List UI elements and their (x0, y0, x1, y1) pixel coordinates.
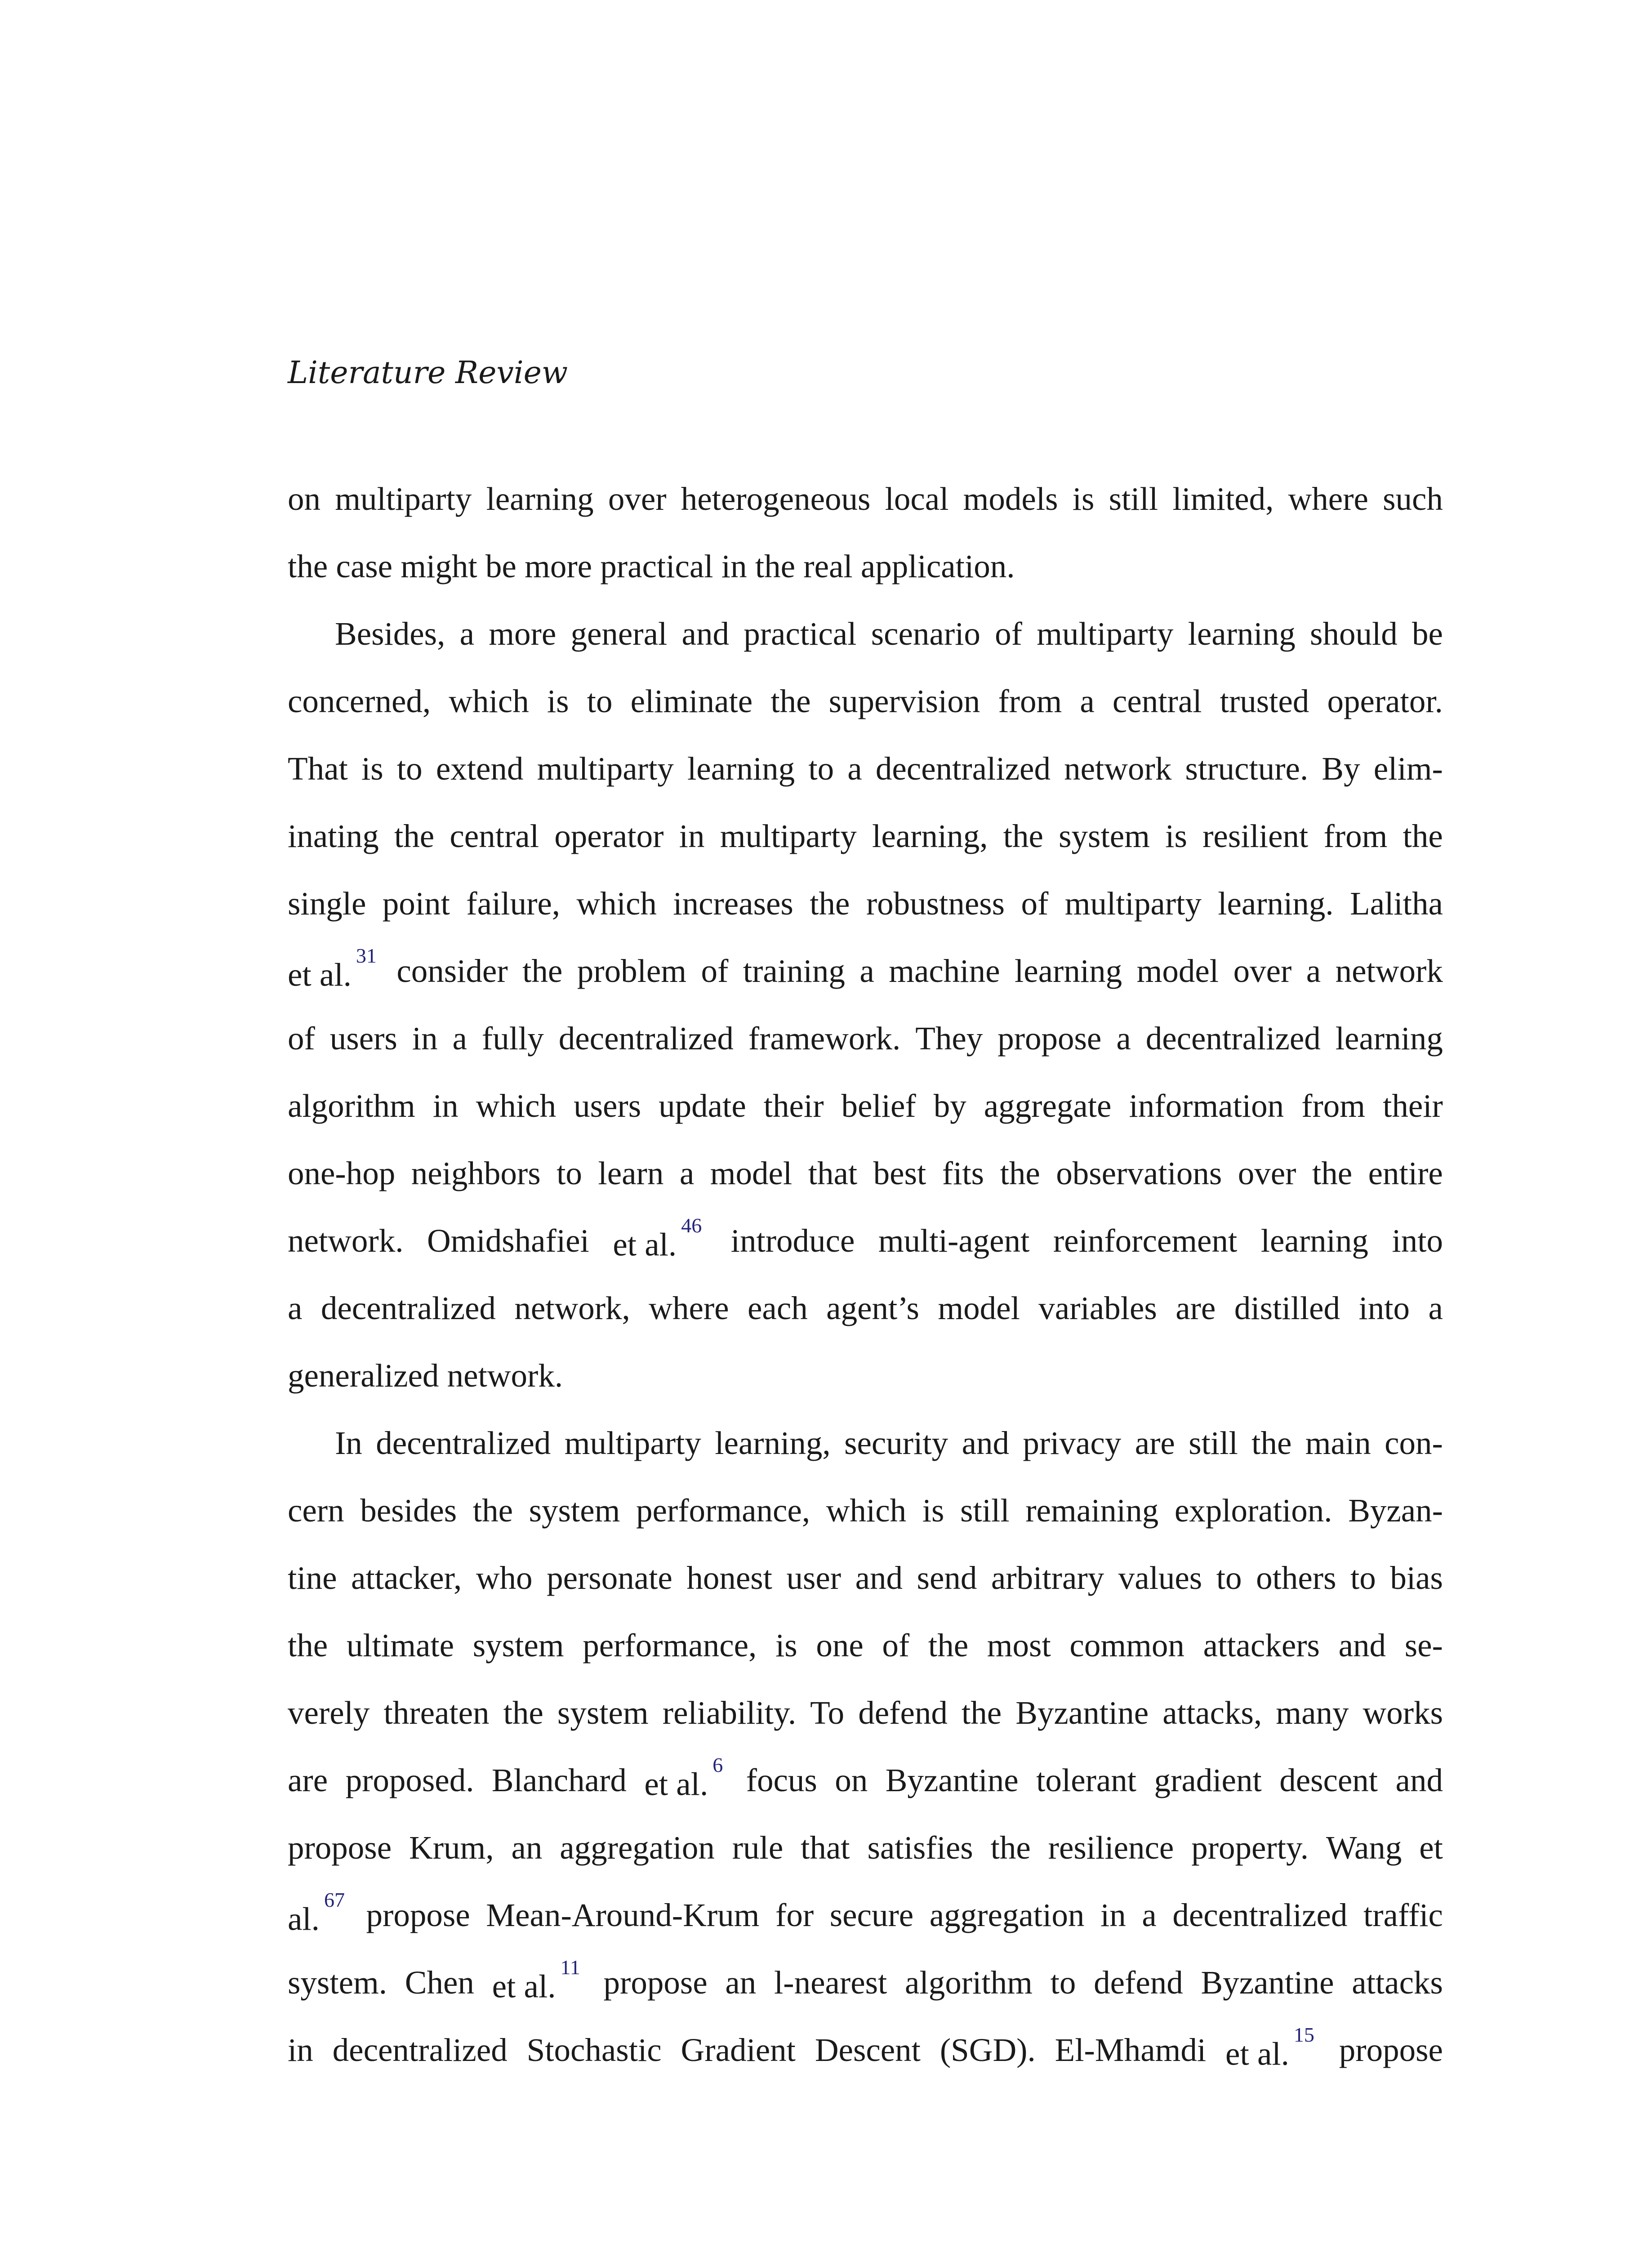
word: over (1233, 953, 1292, 989)
word: Besides, (335, 616, 445, 652)
word: privacy (1023, 1425, 1122, 1461)
word: gradient (1154, 1762, 1262, 1798)
word: system (1059, 818, 1150, 854)
word: arbitrary (991, 1560, 1104, 1596)
word: operator. (1327, 683, 1443, 719)
text-line (288, 1679, 1443, 1747)
word: a (859, 953, 874, 989)
word: decentralized (332, 2032, 508, 2068)
word: system (557, 1695, 649, 1731)
word: of (882, 1627, 910, 1664)
word: to (1216, 1560, 1242, 1596)
word: the (990, 1829, 1031, 1866)
word: a (459, 616, 474, 652)
word: failure, (466, 885, 561, 922)
word: personate (547, 1560, 672, 1596)
word: verely (288, 1695, 370, 1731)
word: fits (942, 1155, 984, 1191)
word: attacks (1352, 1964, 1443, 2001)
word: that (801, 1829, 850, 1866)
word: multiparty (1037, 616, 1174, 652)
word: cern (288, 1492, 344, 1529)
word: multiparty (720, 818, 857, 854)
word: network, (514, 1290, 630, 1326)
word: and (681, 616, 729, 652)
word: a (452, 1020, 467, 1057)
word: resilience (1048, 1829, 1174, 1866)
text-line (288, 1207, 1443, 1275)
word: from (1323, 818, 1388, 854)
word: reinforcement (1053, 1222, 1238, 1259)
word: each (748, 1290, 808, 1326)
word: propose (1339, 2032, 1443, 2068)
word: the (770, 683, 811, 719)
word: which (476, 1088, 557, 1124)
word: training (743, 953, 845, 989)
word: propose (997, 1020, 1102, 1057)
word: Descent (815, 2032, 921, 2068)
word: et al.$^{15}$ (1225, 2023, 1314, 2072)
word: concerned, (288, 683, 431, 719)
word: a (847, 750, 862, 787)
word: se- (1404, 1627, 1443, 1664)
word: heterogeneous (681, 481, 871, 517)
word: on (288, 481, 321, 517)
word: their (1383, 1088, 1443, 1124)
word: an (511, 1829, 543, 1866)
running-head: Literature Review (288, 355, 568, 391)
word: learn (598, 1155, 664, 1191)
word: the (472, 1492, 513, 1529)
word: which (826, 1492, 907, 1529)
word: problem (577, 953, 687, 989)
word: the (394, 818, 435, 854)
word: l-nearest (774, 1964, 887, 2001)
word: learning (486, 481, 594, 517)
text-line (288, 533, 1443, 600)
text-line (335, 600, 1443, 668)
word: the (810, 885, 850, 922)
word: the (1000, 1155, 1040, 1191)
word: algorithm (288, 1088, 415, 1124)
text-line (288, 1814, 1443, 1882)
citation-link[interactable]: 67 (324, 1888, 345, 1911)
word: network. (288, 1222, 404, 1259)
word: where (1288, 481, 1368, 517)
word: and (1395, 1762, 1443, 1798)
word: framework. (748, 1020, 901, 1057)
word: agent’s (826, 1290, 919, 1326)
citation-link[interactable]: 15 (1293, 2023, 1314, 2046)
citation-link[interactable]: 11 (560, 1955, 580, 1979)
word: proposed. (345, 1762, 474, 1798)
word: learning (1335, 1020, 1443, 1057)
word: over (1238, 1155, 1296, 1191)
word: the case might be more practical in the real application. (288, 548, 1015, 584)
word: decentralized (1172, 1897, 1348, 1933)
word: the (928, 1627, 969, 1664)
word: attacker, (351, 1560, 462, 1596)
word: is (1072, 481, 1095, 517)
word: still (1109, 481, 1158, 517)
word: into (1358, 1290, 1410, 1326)
text-line (288, 2016, 1443, 2084)
word: aggregate (984, 1088, 1112, 1124)
word: learning, (715, 1425, 831, 1461)
word: That (288, 750, 348, 787)
word: a (288, 1290, 303, 1326)
word: the (1003, 818, 1043, 854)
word: users (330, 1020, 397, 1057)
word: remaining (1025, 1492, 1159, 1529)
word: main (1305, 1425, 1371, 1461)
word: to (557, 1155, 582, 1191)
text-line (288, 465, 1443, 533)
word: where (649, 1290, 729, 1326)
text-line (288, 1882, 1443, 1949)
text-line (288, 1005, 1443, 1072)
word: that (808, 1155, 858, 1191)
word: of (995, 616, 1022, 652)
word: et al.$^{11}$ (492, 1955, 580, 2005)
word: Mean-Around-Krum (486, 1897, 760, 1933)
word: Chen (405, 1964, 474, 2001)
word: their (763, 1088, 824, 1124)
word: scenario (871, 616, 980, 652)
citation-link[interactable]: 46 (681, 1213, 702, 1237)
word: which (576, 885, 657, 922)
word: the (1312, 1155, 1353, 1191)
word: Byzan- (1348, 1492, 1443, 1529)
word: aggregation (560, 1829, 715, 1866)
text-line (288, 668, 1443, 735)
word: general (570, 616, 668, 652)
word: inating (288, 818, 379, 854)
word: performance, (583, 1627, 757, 1664)
word: update (659, 1088, 746, 1124)
word: is (547, 683, 569, 719)
word: et al.$^{31}$ (288, 944, 377, 993)
word: performance, (636, 1492, 810, 1529)
text-line (288, 1342, 1443, 1409)
word: is (361, 750, 383, 787)
word: to (1050, 1964, 1076, 2001)
word: aggregation (929, 1897, 1085, 1933)
word: generalized network. (288, 1357, 563, 1394)
word: ultimate (346, 1627, 454, 1664)
word: system (472, 1627, 564, 1664)
word: decentralized (1145, 1020, 1321, 1057)
word: resilient (1202, 818, 1309, 854)
word: By (1322, 750, 1360, 787)
word: multi-agent (878, 1222, 1030, 1259)
word: multiparty (1064, 885, 1202, 922)
word: the (522, 953, 563, 989)
word: a (1116, 1020, 1131, 1057)
word: on (835, 1762, 868, 1798)
word: of (288, 1020, 315, 1057)
word: local (885, 481, 949, 517)
word: information (1129, 1088, 1284, 1124)
word: observations (1056, 1155, 1222, 1191)
word: learning. (1218, 885, 1334, 922)
text-line (335, 1409, 1443, 1477)
text-line (288, 735, 1443, 803)
word: introduce (730, 1222, 855, 1259)
word: propose (366, 1897, 470, 1933)
word: belief (841, 1088, 916, 1124)
word: one (816, 1627, 864, 1664)
word: supervision (828, 683, 980, 719)
word: tolerant (1036, 1762, 1137, 1798)
word: network (1335, 953, 1443, 989)
word: users (574, 1088, 641, 1124)
word: a (1428, 1290, 1443, 1326)
word: exploration. (1174, 1492, 1332, 1529)
word: variables (1038, 1290, 1157, 1326)
word: Lalitha (1350, 885, 1443, 922)
word: entire (1368, 1155, 1443, 1191)
word: of (1021, 885, 1049, 922)
word: send (917, 1560, 977, 1596)
word: con- (1385, 1425, 1443, 1461)
word: rule (732, 1829, 784, 1866)
word: to (1350, 1560, 1376, 1596)
text-line (288, 870, 1443, 937)
word: values (1118, 1560, 1202, 1596)
word: learning (687, 750, 795, 787)
word: in (1100, 1897, 1126, 1933)
word: a (1142, 1897, 1157, 1933)
word: the (1403, 818, 1443, 854)
text-line (288, 1612, 1443, 1679)
word: single (288, 885, 366, 922)
word: and (855, 1560, 903, 1596)
word: El-Mhamdi (1055, 2032, 1207, 2068)
word: for (775, 1897, 814, 1933)
word: models (963, 481, 1058, 517)
word: network (1064, 750, 1172, 787)
word: be (1412, 616, 1443, 652)
word: focus (746, 1762, 817, 1798)
word: central (450, 818, 539, 854)
word: point (382, 885, 450, 922)
word: Gradient (681, 2032, 796, 2068)
word: are (1135, 1425, 1175, 1461)
word: threaten (383, 1695, 490, 1731)
word: and (1338, 1627, 1386, 1664)
word: In (335, 1425, 362, 1461)
text-line (288, 1949, 1443, 2016)
word: the (1251, 1425, 1292, 1461)
word: model (710, 1155, 793, 1191)
word: neighbors (411, 1155, 541, 1191)
word: from (1301, 1088, 1366, 1124)
word: descent (1279, 1762, 1378, 1798)
word: system (529, 1492, 620, 1529)
word: from (998, 683, 1062, 719)
word: bias (1390, 1560, 1443, 1596)
word: algorithm (905, 1964, 1033, 2001)
word: is (922, 1492, 944, 1529)
word: into (1392, 1222, 1443, 1259)
word: most (987, 1627, 1051, 1664)
word: works (1363, 1695, 1443, 1731)
text-line (288, 1747, 1443, 1814)
word: multiparty (335, 481, 472, 517)
word: and (962, 1425, 1009, 1461)
word: to (808, 750, 834, 787)
word: model (1136, 953, 1219, 989)
text-line (288, 1477, 1443, 1544)
word: are (1176, 1290, 1216, 1326)
word: one-hop (288, 1155, 396, 1191)
word: others (1256, 1560, 1336, 1596)
text-line (288, 1544, 1443, 1612)
word: limited, (1172, 481, 1274, 517)
word: system. (288, 1964, 387, 2001)
word: attackers (1203, 1627, 1320, 1664)
word: who (476, 1560, 533, 1596)
word: common (1069, 1627, 1184, 1664)
word: propose (288, 1829, 392, 1866)
word: the (961, 1695, 1002, 1731)
word: which (449, 683, 529, 719)
citation-link[interactable]: 31 (356, 944, 377, 967)
word: more (489, 616, 557, 652)
word: Blanchard (491, 1762, 627, 1798)
word: are (288, 1762, 328, 1798)
word: decentralized (321, 1290, 496, 1326)
word: decentralized (558, 1020, 734, 1057)
word: Wang (1326, 1829, 1402, 1866)
word: fully (481, 1020, 544, 1057)
word: Byzantine (1201, 1964, 1334, 2001)
word: reliability. (662, 1695, 797, 1731)
word: in (679, 818, 705, 854)
word: central (1112, 683, 1202, 719)
word: attacks, (1162, 1695, 1262, 1731)
word: distilled (1234, 1290, 1340, 1326)
word: user (786, 1560, 842, 1596)
word: They (915, 1020, 983, 1057)
word: al.$^{67}$ (288, 1888, 345, 1937)
word: trusted (1220, 683, 1309, 719)
word: To (810, 1695, 845, 1731)
word: et al.$^6$ (644, 1753, 723, 1802)
text-line (288, 937, 1443, 1005)
word: machine (889, 953, 1000, 989)
word: learning (1014, 953, 1122, 989)
word: robustness (866, 885, 1005, 922)
word: besides (360, 1492, 457, 1529)
word: still (960, 1492, 1010, 1529)
word: increases (673, 885, 793, 922)
word: satisfies (867, 1829, 973, 1866)
citation-link[interactable]: 6 (712, 1753, 723, 1776)
word: Byzantine (885, 1762, 1019, 1798)
word: Krum, (409, 1829, 494, 1866)
word: Omidshafiei (427, 1222, 589, 1259)
word: honest (686, 1560, 772, 1596)
word: still (1189, 1425, 1238, 1461)
word: decentralized (376, 1425, 551, 1461)
word: propose (603, 1964, 708, 2001)
word: et (1419, 1829, 1443, 1866)
word: of (701, 953, 729, 989)
word: a (679, 1155, 695, 1191)
word: an (725, 1964, 757, 2001)
text-line (288, 1072, 1443, 1140)
word: defend (1094, 1964, 1183, 2001)
word: is (1165, 818, 1187, 854)
word: secure (829, 1897, 914, 1933)
word: learning (1260, 1222, 1368, 1259)
word: traffic (1363, 1897, 1443, 1933)
word: decentralized (875, 750, 1051, 787)
word: the (288, 1627, 328, 1664)
word: in (412, 1020, 438, 1057)
word: to (396, 750, 423, 787)
word: model (938, 1290, 1020, 1326)
word: multiparty (564, 1425, 701, 1461)
word: the (503, 1695, 543, 1731)
word: Stochastic (526, 2032, 662, 2068)
word: elim- (1373, 750, 1443, 787)
word: best (873, 1155, 926, 1191)
word: a (1306, 953, 1321, 989)
word: in (288, 2032, 313, 2068)
word: many (1276, 1695, 1349, 1731)
word: security (844, 1425, 948, 1461)
word: learning (1188, 616, 1296, 652)
word: by (933, 1088, 966, 1124)
word: structure. (1185, 750, 1309, 787)
word: eliminate (630, 683, 753, 719)
text-line (288, 803, 1443, 870)
word: multiparty (537, 750, 674, 787)
word: is (775, 1627, 797, 1664)
word: over (608, 481, 667, 517)
word: practical (744, 616, 857, 652)
word: defend (858, 1695, 948, 1731)
text-line (288, 1275, 1443, 1342)
word: property. (1191, 1829, 1309, 1866)
word: extend (436, 750, 524, 787)
text-line (288, 1140, 1443, 1207)
word: learning, (872, 818, 988, 854)
word: operator (554, 818, 664, 854)
word: to (587, 683, 613, 719)
word: a (1080, 683, 1095, 719)
word: (SGD). (940, 2032, 1036, 2068)
word: et al.$^{46}$ (613, 1213, 702, 1263)
word: tine (288, 1560, 337, 1596)
word: such (1383, 481, 1443, 517)
word: should (1310, 616, 1398, 652)
word: Byzantine (1015, 1695, 1149, 1731)
word: consider (396, 953, 508, 989)
word: in (432, 1088, 459, 1124)
